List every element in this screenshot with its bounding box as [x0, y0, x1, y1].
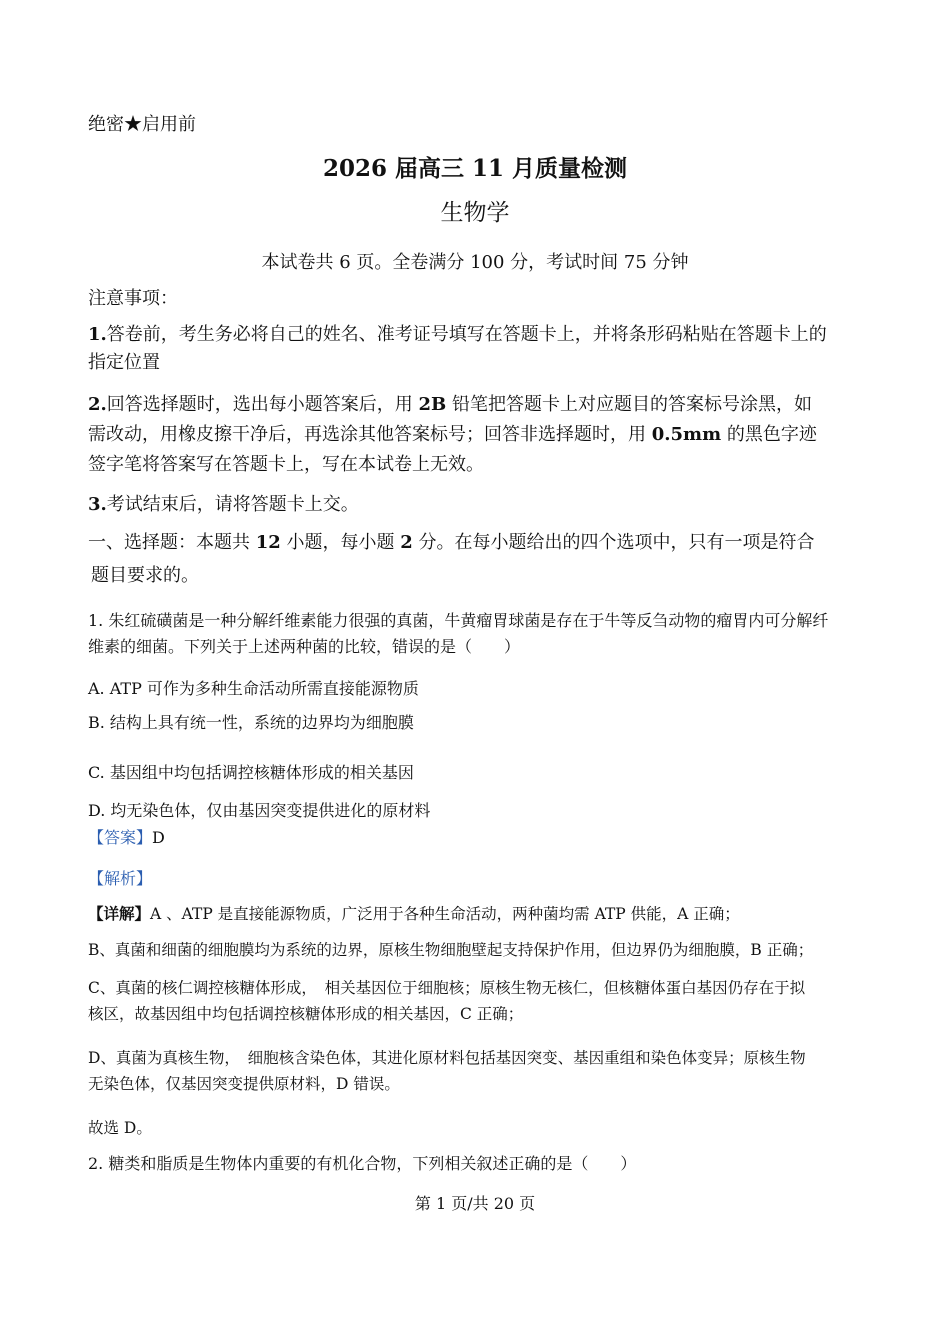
- q1-detail-d-line-2: 无染色体，仅基因突变提供原材料，D 错误。: [88, 1075, 400, 1093]
- q1-detail-b: B、真菌和细菌的细胞膜均为系统的边界，原核生物细胞壁起支持保护作用，但边界仍为细胞膜，B 正确；: [88, 941, 814, 959]
- q2-stem-line-1: 2. 糖类和脂质是生物体内重要的有机化合物，下列相关叙述正确的是（ ）: [88, 1154, 637, 1173]
- q1-option-a: A. ATP 可作为多种生命活动所需直接能源物质: [88, 679, 419, 698]
- q1-stem-line-1: 1. 朱红硫磺菌是一种分解纤维素能力很强的真菌，牛黄瘤胃球菌是存在于牛等反刍动物的瘤胃内可分解纤: [88, 611, 829, 630]
- q1-detail-c-line-1: C、真菌的核仁调控核糖体形成， 相关基因位于细胞核；原核生物无核仁，但核糖体蛋白基因仍存在于拟: [88, 979, 806, 997]
- exam-title: 2026 届高三 11 月质量检测: [322, 155, 628, 182]
- exam-info: 本试卷共 6 页。全卷满分 100 分，考试时间 75 分钟: [261, 252, 689, 273]
- note-1-line-1: 1.答卷前，考生务必将自己的姓名、准考证号填写在答题卡上，并将条形码粘贴在答题卡上的: [88, 324, 827, 345]
- q1-analysis-label: 【解析】: [88, 869, 153, 888]
- q1-detail-d-line-1: D、真菌为真核生物， 细胞核含染色体，其进化原材料包括基因突变、基因重组和染色体变异；原核生物: [88, 1049, 806, 1067]
- q1-option-b: B. 结构上具有统一性，系统的边界均为细胞膜: [88, 713, 414, 732]
- q1-stem-line-2: 维素的细菌。下列关于上述两种菌的比较，错误的是（ ）: [88, 637, 521, 656]
- note-2-line-2: 需改动，用橡皮擦干净后，再选涂其他答案标号；回答非选择题时，用 0.5mm 的黑色字迹: [88, 424, 817, 445]
- q1-option-c: C. 基因组中均包括调控核糖体形成的相关基因: [88, 763, 414, 782]
- secret-label: 绝密★启用前: [88, 114, 196, 135]
- q1-answer: 【答案】D: [88, 828, 165, 847]
- note-2-line-3: 签字笔将答案写在答题卡上，写在本试卷上无效。: [88, 454, 484, 475]
- q1-detail-a: 【详解】A 、ATP 是直接能源物质，广泛用于各种生命活动，两种菌均需 ATP 供能，A 正确；: [88, 904, 740, 923]
- subject-title: 生物学: [440, 200, 510, 226]
- notes-heading: 注意事项：: [88, 288, 178, 309]
- q1-conclusion: 故选 D。: [88, 1119, 152, 1137]
- section-1-line-1: 一、选择题：本题共 12 小题，每小题 2 分。在每小题给出的四个选项中，只有一项是符合: [88, 532, 815, 553]
- q1-option-d: D. 均无染色体，仅由基因突变提供进化的原材料: [88, 801, 431, 820]
- note-1-line-2: 指定位置: [88, 352, 160, 373]
- note-2-line-1: 2.回答选择题时，选出每小题答案后，用 2B 铅笔把答题卡上对应题目的答案标号涂黑，如: [88, 394, 813, 415]
- section-1-line-2: 题目要求的。: [91, 565, 199, 586]
- page-footer: 第 1 页/共 20 页: [414, 1194, 536, 1213]
- q1-detail-c-line-2: 核区，故基因组中均包括调控核糖体形成的相关基因，C 正确；: [88, 1005, 524, 1023]
- note-3: 3.考试结束后，请将答题卡上交。: [88, 494, 359, 515]
